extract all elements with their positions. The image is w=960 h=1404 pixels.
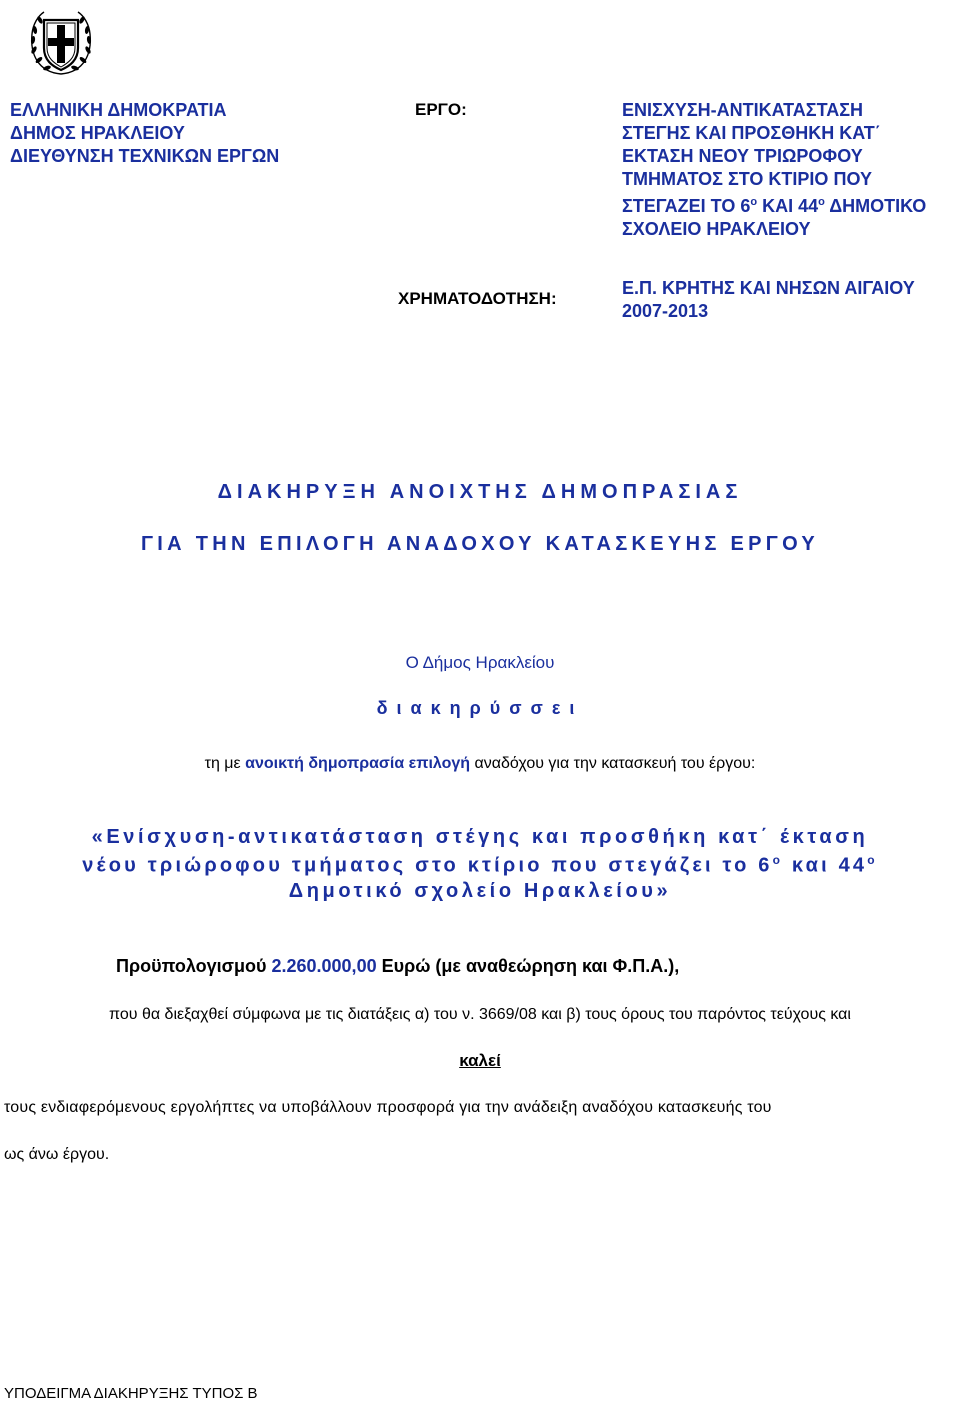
intro-c: αναδόχου για την κατασκευή του έργου: [470, 755, 756, 772]
invitation-line-2: ως άνω έργου. [4, 1146, 110, 1163]
project-title-line-2 [0, 853, 960, 878]
project-line: ΤΜΗΜΑΤΟΣ ΣΤΟ ΚΤΙΡΙΟ ΠΟΥ [622, 169, 872, 189]
project-description [622, 99, 926, 241]
project-line5-c: ΔΗΜΟΤΙΚΟ [824, 196, 927, 216]
project-title-line-1: «Ενίσχυση-αντικατάσταση στέγης και προσθήκη κατ΄ έκταση [91, 826, 869, 848]
project-line: ΣΤΕΓΗΣ ΚΑΙ ΠΡΟΣΘΗΚΗ ΚΑΤ΄ [622, 123, 881, 143]
ordinal-sup: ο [818, 196, 825, 208]
project-line: ΕΚΤΑΣΗ ΝΕΟΥ ΤΡΙΩΡΟΦΟΥ [622, 146, 863, 166]
document-subtitle: ΓΙΑ ΤΗΝ ΕΠΙΛΟΓΗ ΑΝΑΔΟΧΟΥ ΚΑΤΑΣΚΕΥΗΣ ΕΡΓΟΥ [140, 533, 820, 555]
project-line: ΕΝΙΣΧΥΣΗ-ΑΝΤΙΚΑΤΑΣΤΑΣΗ [622, 100, 864, 120]
project-title-line2-b: και 44 [783, 854, 868, 877]
project-label: ΕΡΓΟ: [415, 100, 467, 119]
ordinal-sup: ο [772, 853, 784, 867]
ordinal-sup: ο [867, 853, 878, 867]
funding-label: ΧΡΗΜΑΤΟΔΟΤΗΣΗ: [398, 289, 557, 308]
org-line-directorate: ΔΙΕΥΘΥΝΣΗ ΤΕΧΝΙΚΩΝ ΕΡΓΩΝ [10, 146, 280, 166]
budget-c: Ευρώ (με αναθεώρηση και Φ.Π.Α.), [376, 956, 680, 976]
org-line-municipality: ΔΗΜΟΣ ΗΡΑΚΛΕΙΟΥ [10, 123, 185, 143]
document-title: ΔΙΑΚΗΡΥΞΗ ΑΝΟΙΧΤΗΣ ΔΗΜΟΠΡΑΣΙΑΣ [217, 481, 743, 503]
project-line5-b: ΚΑΙ 44 [757, 196, 819, 216]
invitation-line-1: τους ενδιαφερόμενους εργολήπτες να υποβάλλουν προσφορά για την ανάδειξη αναδόχου κατασκευής του [4, 1099, 772, 1116]
budget-amount: 2.260.000,00 [271, 956, 377, 976]
project-line: ΣΧΟΛΕΙΟ ΗΡΑΚΛΕΙΟΥ [622, 219, 811, 239]
project-line [622, 191, 926, 218]
funding-line: Ε.Π. ΚΡΗΤΗΣ ΚΑΙ ΝΗΣΩΝ ΑΙΓΑΙΟΥ [622, 278, 915, 298]
footer-text: ΥΠΟΔΕΙΓΜΑ ΔΙΑΚΗΡΥΞΗΣ ΤΥΠΟΣ Β [4, 1385, 258, 1402]
municipality-text: Ο Δήμος Ηρακλείου [405, 653, 555, 672]
organization-block [10, 99, 279, 168]
calls-text: καλεί [459, 1051, 501, 1070]
project-title-line-3: Δημοτικό σχολείο Ηρακλείου» [288, 880, 672, 902]
funding-description [622, 277, 915, 323]
intro-text [0, 755, 960, 773]
intro-emphasis: ανοικτή δημοπρασία επιλογή [245, 755, 471, 772]
budget-a: Προϋπολογισμού [116, 956, 272, 976]
declares-text: διακηρύσσει [376, 698, 584, 718]
funding-line: 2007-2013 [622, 301, 709, 321]
project-line5-a: ΣΤΕΓΑΖΕΙ ΤΟ 6 [622, 196, 751, 216]
budget-text [116, 956, 679, 977]
ordinal-sup: ο [750, 196, 758, 208]
law-text: που θα διεξαχθεί σύμφωνα με τις διατάξεις α) του ν. 3669/08 και β) τους όρους του παρόντος τεύχους και [109, 1006, 851, 1023]
intro-a: τη με [204, 755, 246, 772]
greek-state-emblem-icon [24, 6, 98, 80]
org-line-state: ΕΛΛΗΝΙΚΗ ΔΗΜΟΚΡΑΤΙΑ [10, 100, 227, 120]
project-title-line2-a: νέου τριώροφου τμήματος στο κτίριο που στεγάζει το 6 [82, 854, 773, 877]
